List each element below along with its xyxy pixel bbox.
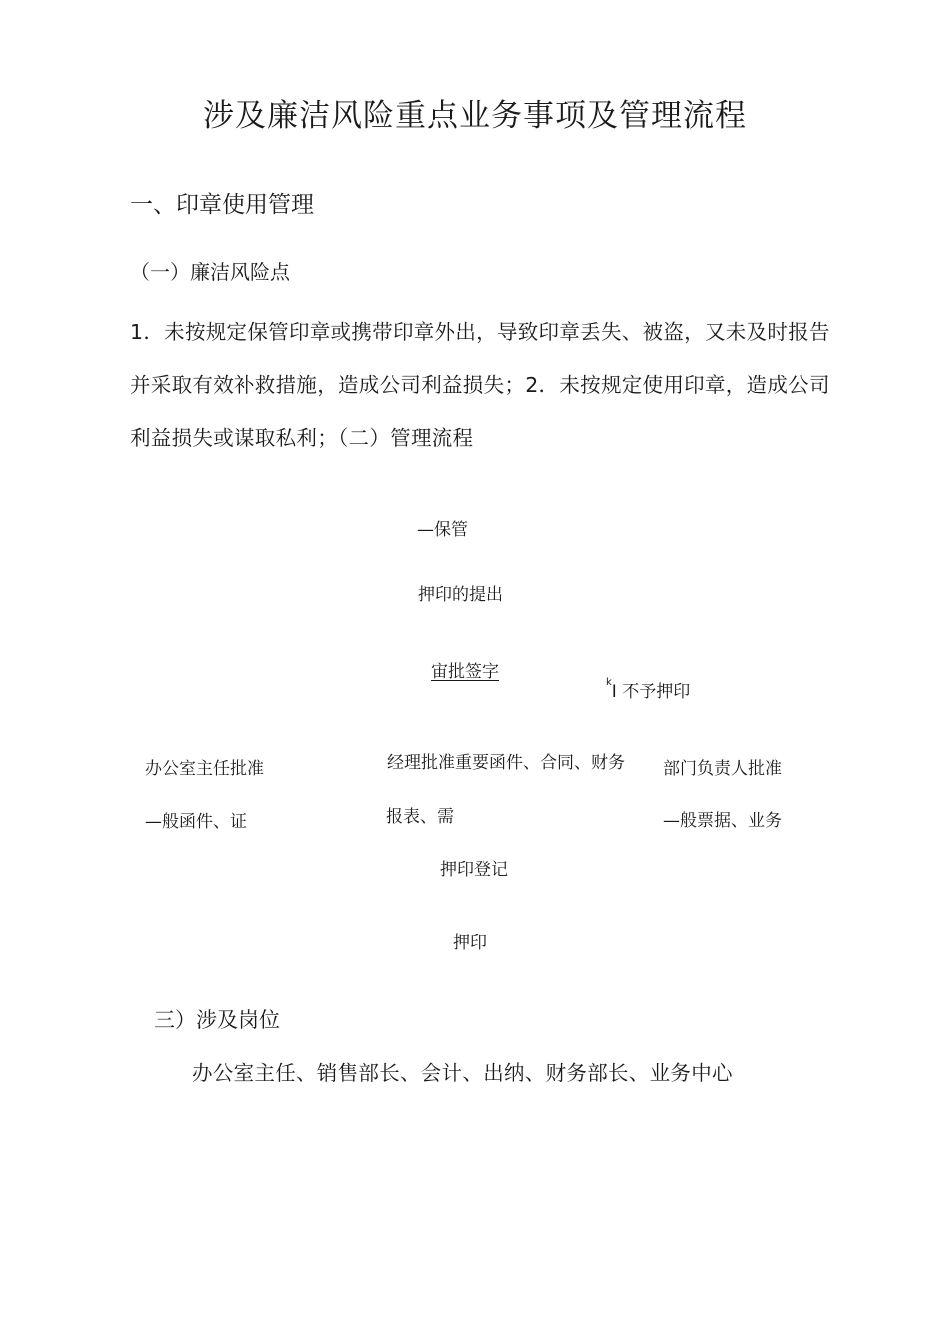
risk-points-paragraph: 1．未按规定保管印章或携带印章外出，导致印章丢失、被盗，又未及时报告并采取有效补救措施，造成公司利益损失；2．未按规定使用印章，造成公司利益损失或谋取私利；（二）管理流程 xyxy=(130,320,830,450)
section-heading-seal-management: 一、印章使用管理 xyxy=(130,192,314,218)
flow-dept-scope: —般票据、业务 xyxy=(663,811,782,831)
flow-step-stamp: 押印 xyxy=(453,933,487,953)
flow-step-storage: —保管 xyxy=(417,520,468,540)
flow-dept-head-approve: 部门负责人批准 xyxy=(663,759,782,779)
flow-step-propose: 押印的提出 xyxy=(418,585,503,605)
positions-list: 办公室主任、销售部长、会计、出纳、财务部长、业务中心 xyxy=(192,1061,733,1085)
flow-step-reject xyxy=(606,677,690,702)
flow-step-approve-sign: 宙批签字 xyxy=(431,662,499,682)
flow-reject-label: I 不予押印 xyxy=(611,682,691,702)
flow-office-director-approve: 办公室主任批准 xyxy=(145,759,264,779)
flow-reject-mark: k xyxy=(606,677,612,688)
subsection-heading-risk-points: （一）廉洁风险点 xyxy=(130,260,290,284)
flow-office-scope: —般函件、证 xyxy=(145,812,247,832)
section-heading-positions: 三）涉及岗位 xyxy=(154,1008,280,1032)
page-title: 涉及廉洁风险重点业务事项及管理流程 xyxy=(203,98,747,134)
flow-manager-scope: 报表、需 xyxy=(386,807,454,827)
flow-step-register: 押印登记 xyxy=(440,860,508,880)
flow-manager-approve: 经理批准重要函件、合同、财务 xyxy=(387,753,625,773)
